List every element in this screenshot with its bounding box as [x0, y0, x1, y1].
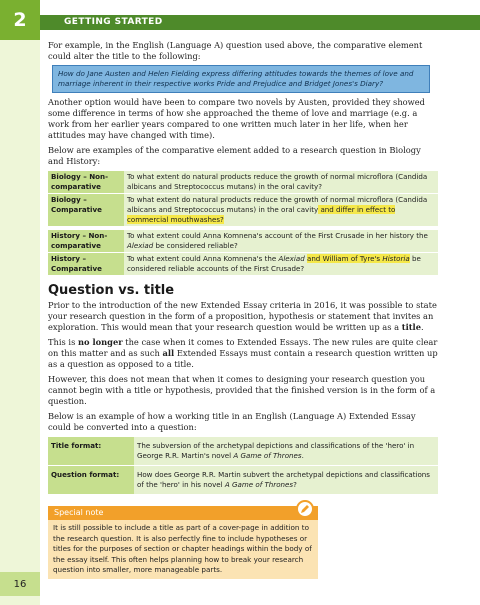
bold-word: all — [162, 348, 175, 358]
row-text: be considered reliable? — [153, 241, 238, 250]
highlighted-text-part: and William of Tyre's — [306, 254, 383, 263]
paragraph-5-text: Extended Essays must contain a research question written up as a question as opposed to a title. — [48, 348, 438, 369]
pencil-icon — [296, 500, 314, 518]
row-value — [134, 466, 438, 495]
special-note-header — [48, 506, 318, 520]
row-value — [124, 230, 438, 253]
paragraph-4: Prior to the introduction of the new Extended Essay criteria in 2016, it was possible to state your research question in the form of a proposition, hypothesis or statement that invites an exploration. This would mean that your research question would be written up as a title. — [48, 300, 437, 332]
table-row — [48, 437, 438, 466]
italic-title: Alexiad — [127, 241, 154, 250]
row-label: History – Comparative — [48, 253, 124, 276]
row-label: Biology – Comparative — [48, 194, 124, 227]
table-row — [48, 194, 438, 227]
row-label: Title format: — [48, 437, 134, 466]
row-label: Question format: — [48, 466, 134, 495]
paragraph-2: Another option would have been to compare two novels by Austen, provided they showed some difference in terms of how she approached the theme of love and marriage (e.g. a work from her earlier years compared to one written much later in her life, when her attitudes may have changed with time). — [48, 97, 425, 140]
section-heading: Question vs. title — [48, 283, 175, 298]
highlighted-text — [307, 254, 410, 263]
highlighted-text: and differ in effect to commercial mouthwashes? — [127, 205, 396, 224]
table-row — [48, 466, 438, 495]
page-number: 16 — [0, 572, 40, 596]
row-label: History – Non-comparative — [48, 230, 124, 253]
row-value — [134, 437, 438, 466]
paragraph-4-text: Prior to the introduction of the new Extended Essay criteria in 2016, it was possible to state your research question in the form of a proposition, hypothesis or statement that invites an exploration. This would mean that your research question would be written up as a — [48, 300, 437, 332]
row-value: To what extent do natural products reduce the growth of normal microflora (Candida albicans and Streptococcus mutans) in the oral cavity? — [124, 171, 438, 194]
row-text: ? — [293, 480, 297, 489]
chapter-number: 2 — [0, 0, 40, 40]
row-value — [124, 253, 438, 276]
paragraph-6: However, this does not mean that when it comes to designing your research question you cannot begin with a title or hypothesis, provided that the finished version is in the form of a question. — [48, 374, 436, 406]
row-text: To what extent could Anna Komnena's account of the First Crusade in her history the — [127, 231, 428, 240]
bold-word: title — [401, 322, 421, 332]
row-text: To what extent do natural products reduce the growth of normal microflora (Candida albicans and Streptococcus mutans) in the oral cavity — [127, 195, 428, 214]
italic-title: A Game of Thrones — [224, 480, 294, 489]
row-value — [124, 194, 438, 227]
special-note-body: It is still possible to include a title as part of a cover-page in addition to the research question. It is also perfectly fine to include hypotheses or titles for the purposes of section or chapter headings within the body of the essay itself. This often helps planning how to break your research question into smaller, more manageable parts. — [48, 520, 318, 579]
italic-title: A Game of Thrones — [233, 451, 302, 460]
table-row — [48, 253, 438, 276]
table-row — [48, 230, 438, 253]
paragraph-7: Below is an example of how a working title in an English (Language A) Extended Essay could be converted into a question: — [48, 411, 416, 432]
example-question-box: How do Jane Austen and Helen Fielding express differing attitudes towards the themes of love and marriage inherent in their respective works Pride and Prejudice and Bridget Jones's Diary? — [52, 65, 430, 93]
special-note — [48, 506, 318, 579]
italic-title: Historia — [382, 254, 410, 263]
paragraph-5-text: This is — [48, 337, 78, 347]
intro-paragraph: For example, in the English (Language A) question used above, the comparative element could alter the title to the following: — [48, 40, 423, 61]
paragraph-5 — [48, 337, 438, 370]
bold-phrase: no longer — [77, 337, 123, 347]
comparison-table — [48, 171, 438, 276]
row-text: To what extent could Anna Komnena's the — [127, 254, 279, 263]
row-text: How does George R.R. Martin subvert the archetypal depictions and classifications of the 'hero' in his novel — [137, 470, 430, 489]
paragraph-5-text: the case when it comes to Extended Essays. The new rules are quite clear on this matter and as such — [48, 337, 438, 358]
title-question-table — [48, 437, 438, 495]
special-note-title: Special note — [54, 508, 104, 517]
paragraph-3: Below are examples of the comparative element added to a research question in Biology and History: — [48, 145, 421, 166]
row-label: Biology – Non-comparative — [48, 171, 124, 194]
row-text: be considered reliable accounts of the First Crusade? — [127, 254, 421, 273]
row-text: The subversion of the archetypal depictions and classifications of the 'hero' in George R.R. Martin's novel — [137, 441, 415, 460]
table-row — [48, 171, 438, 194]
row-text: . — [301, 451, 304, 460]
main-content — [48, 40, 438, 495]
section-title: GETTING STARTED — [64, 17, 163, 27]
sidebar-band — [0, 0, 40, 605]
italic-title: Alexiad — [278, 254, 305, 263]
